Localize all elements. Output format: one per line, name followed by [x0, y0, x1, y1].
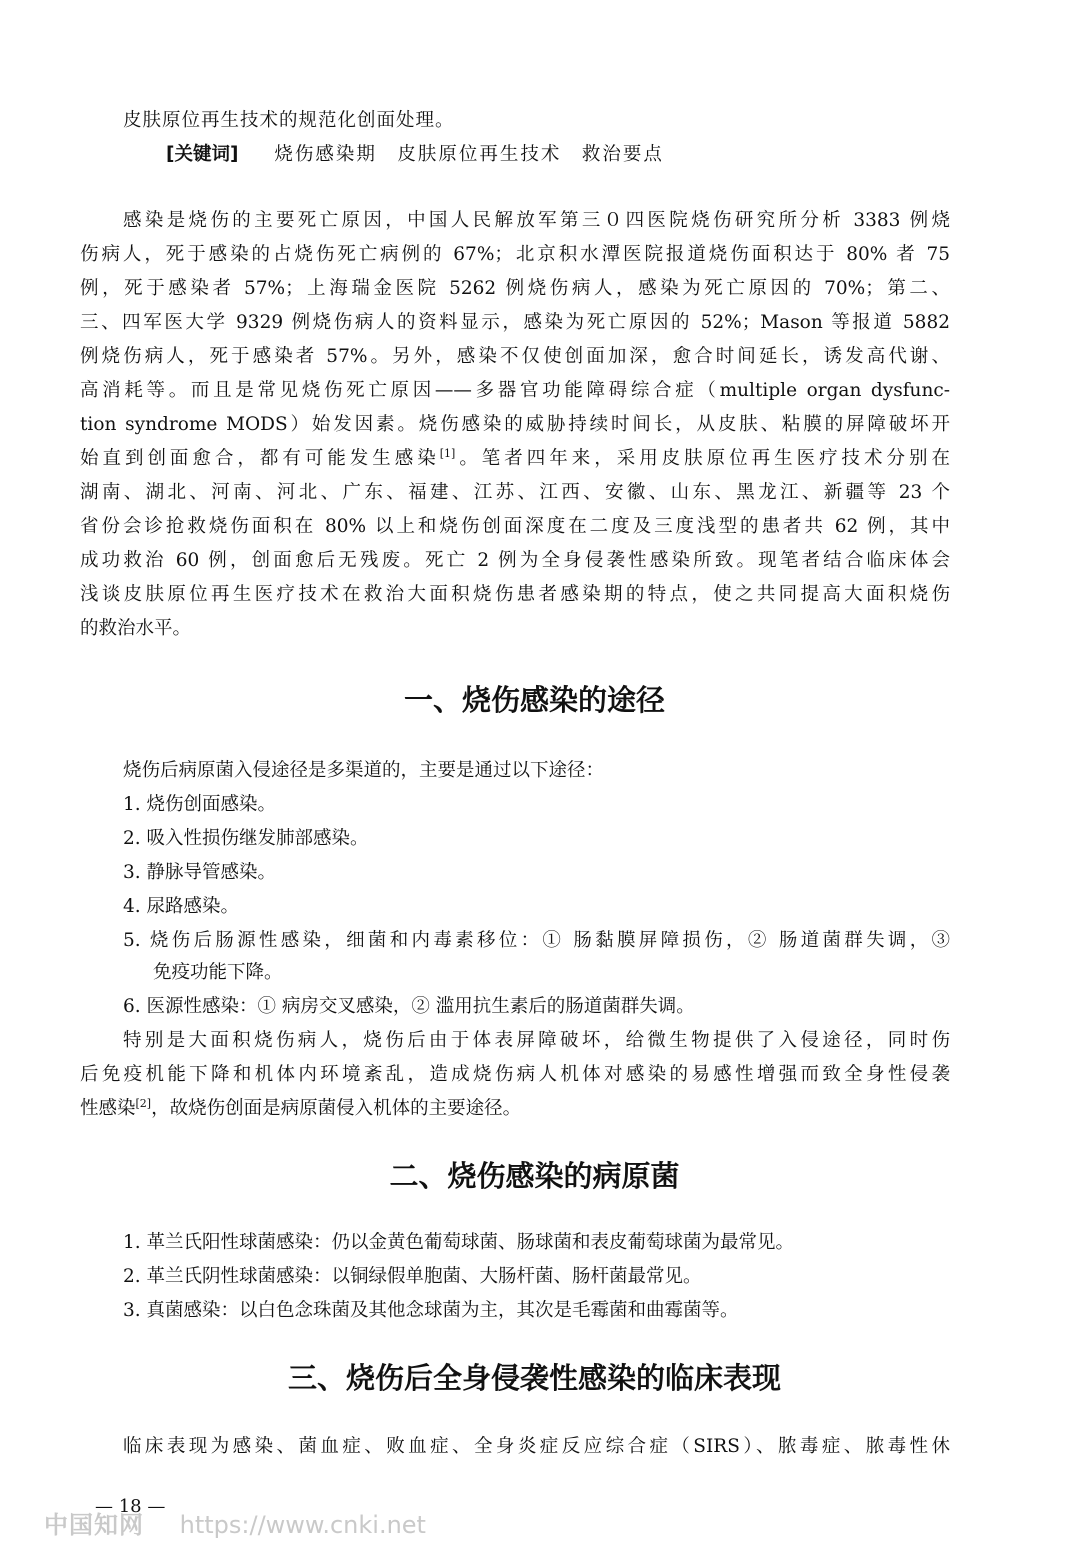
section-2-item-2: 2. 革兰氏阴性球菌感染：以铜绿假单胞菌、大肠杆菌、肠杆菌最常见。 [123, 1266, 702, 1287]
section-1-item-6: 6. 医源性感染：① 病房交叉感染，② 滥用抗生素后的肠道菌群失调。 [123, 996, 695, 1017]
section-2-heading: 二、烧伤感染的病原菌 [389, 1159, 680, 1193]
cnki-logo: 中国知网 [44, 1511, 144, 1539]
intro-line-6: 高消耗等。而且是常见烧伤死亡原因——多器官功能障碍综合症（multiple organ dysfunc- [80, 380, 950, 401]
section-2-item-1: 1. 革兰氏阳性球菌感染：仍以金黄色葡萄球菌、肠球菌和表皮葡萄球菌为最常见。 [123, 1232, 795, 1253]
section-1-para-line-1: 特别是大面积烧伤病人，烧伤后由于体表屏障破坏，给微生物提供了入侵途径，同时伤 [123, 1030, 950, 1051]
intro-line-4: 三、四军医大学 9329 例烧伤病人的资料显示，感染为死亡原因的 52%；Mason 等报道 5882 [80, 312, 950, 333]
section-1-item-1: 1. 烧伤创面感染。 [123, 794, 277, 815]
section-1-para-line-2: 后免疫机能下降和机体内环境紊乱，造成烧伤病人机体对感染的易感性增强而致全身性侵袭 [80, 1064, 950, 1085]
section-1-item-4: 4. 尿路感染。 [123, 896, 240, 917]
intro-line-8 [80, 446, 950, 472]
intro-line-8-text: 始直到创面愈合，都有可能发生感染 [80, 448, 440, 469]
section-1-item-2: 2. 吸入性损伤继发肺部感染。 [123, 828, 369, 849]
intro-line-12: 浅谈皮肤原位再生医疗技术在救治大面积烧伤患者感染期的特点，使之共同提高大面积烧伤 [80, 584, 950, 605]
intro-line-3: 例，死于感染者 57%；上海瑞金医院 5262 例烧伤病人，感染为死亡原因的 70%；第二、 [80, 278, 950, 299]
section-1-para-line-3-text: 性感染 [80, 1098, 136, 1119]
intro-line-10: 省份会诊抢救烧伤面积在 80% 以上和烧伤创面深度在二度及三度浅型的患者共 62 例，其中 [80, 516, 950, 537]
intro-line-13: 的救治水平。 [80, 618, 192, 639]
abstract-tail: 皮肤原位再生技术的规范化创面处理。 [123, 110, 455, 131]
section-1-item-3: 3. 静脉导管感染。 [123, 862, 277, 883]
section-1-item-5-continued: 免疫功能下降。 [153, 962, 283, 983]
section-3-lead: 临床表现为感染、菌血症、败血症、全身炎症反应综合症（SIRS）、脓毒症、脓毒性休 [123, 1436, 950, 1457]
section-1-para-line-3 [80, 1096, 950, 1122]
intro-line-5: 例烧伤病人，死于感染者 57%。另外，感染不仅使创面加深，愈合时间延长，诱发高代谢、 [80, 346, 950, 367]
page-number: — 18 — [95, 1496, 166, 1517]
section-1-heading: 一、烧伤感染的途径 [403, 683, 665, 717]
keywords-line [166, 142, 664, 168]
cnki-url: https://www.cnki.net [179, 1511, 426, 1539]
section-2-item-3: 3. 真菌感染：以白色念珠菌及其他念球菌为主，其次是毛霉菌和曲霉菌等。 [123, 1300, 739, 1321]
section-1-lead: 烧伤后病原菌入侵途径是多渠道的，主要是通过以下途径： [123, 760, 605, 781]
section-1-item-5: 5. 烧伤后肠源性感染，细菌和内毒素移位：① 肠黏膜屏障损伤，② 肠道菌群失调，③ [123, 930, 950, 951]
keywords-terms: 烧伤感染期 皮肤原位再生技术 救治要点 [274, 144, 664, 165]
intro-line-8-rest: 。笔者四年来，采用皮肤原位再生医疗技术分别在 [455, 448, 950, 469]
section-1-para-line-3-tail: ，故烧伤创面是病原菌侵入机体的主要途径。 [151, 1098, 522, 1119]
intro-line-11: 成功救治 60 例，创面愈后无残废。死亡 2 例为全身侵袭性感染所致。现笔者结合临床体会 [80, 550, 950, 571]
keywords-label: [关键词] [166, 144, 239, 165]
intro-line-1: 感染是烧伤的主要死亡原因，中国人民解放军第三０四医院烧伤研究所分析 3383 例烧 [123, 210, 950, 231]
citation-2: [2] [135, 1096, 152, 1110]
section-3-heading: 三、烧伤后全身侵袭性感染的临床表现 [287, 1361, 781, 1395]
intro-line-2: 伤病人，死于感染的占烧伤死亡病例的 67%；北京积水潭医院报道烧伤面积达于 80% 者 75 [80, 244, 950, 265]
cnki-watermark [44, 1505, 426, 1540]
citation-1: [1] [439, 446, 456, 460]
intro-line-7: tion syndrome MODS）始发因素。烧伤感染的威胁持续时间长，从皮肤、粘膜的屏障破坏开 [80, 414, 950, 435]
intro-line-9: 湖南、湖北、河南、河北、广东、福建、江苏、江西、安徽、山东、黑龙江、新疆等 23 个 [80, 482, 950, 503]
